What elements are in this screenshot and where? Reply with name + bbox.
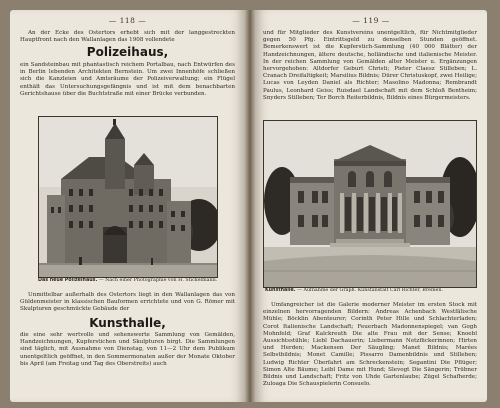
right-paragraph-2-text: Umfangreicher ist die Galerie moderner Meister im ersten Stock mit einzelnen hervorragenden Bildern: Andreas Achenbach Westfälische Mühle; Böcklin Abenteurer; Corinth Peter Hille und Schlachterladen; Corot Italienische Landschaft; Feuerbach Madonnenspiegel; van Gogh Mohnfeld; Graf Kalckreuth Die alte Frau mit der Sense; Knoebl Aussichtsstühle; Liebl Dachauerin; Liebermann Netzflickerinnen; Hirten und Herden; Mackensen Der Säugling; Manet Bildnis; Marées Selbstbildnis; Monet Camille; Pissarro Damenbildnis und Stilleben; Ludwig Richter Überfahrt am Schreckenstein; Segantini Die Pflüger; Simon Alte Bäume; Leibl Dame mit Hund; Slevogt Die Sängerin; Trübner Bildnis und Landschaft; Fritz von Uhde Gartenlaube; Zügel Schafherde; Zuloaga Die Schauspielerin Consuelo. — [263, 302, 477, 388]
right-paragraph-1 — [263, 30, 477, 102]
left-page — [10, 10, 245, 402]
book-gutter — [245, 10, 255, 402]
heading-kunsthalle: Kunsthalle, — [89, 316, 166, 330]
right-paragraph-2 — [263, 302, 477, 388]
polizeihaus-caption-credit: — Nach einer Photographie von H. Stickelmann. — [98, 278, 218, 283]
polizeihaus-caption — [38, 278, 228, 284]
left-paragraph-4 — [20, 332, 235, 368]
kunsthalle-caption-credit: — Aufnahme der Graph. Kunstanstalt Carl Richter, Bremen. — [297, 288, 443, 293]
polizeihaus-illustration — [39, 117, 217, 277]
kunsthalle-illustration — [264, 121, 476, 287]
left-page-number: — 118 — — [108, 16, 147, 25]
left-paragraph-2 — [20, 62, 235, 98]
right-paragraph-1-text: und für Mitglieder des Kunstvereins unentgeltlich, für Nichtmitglieder gegen 50 Pfg. Eintrittsgeld zu denselben Stunden geöffnet. Bemerkenswert ist die Kupferstich-Sammlung (40 000 Blätter) der Handzeichnungen, ältere deutsche, holländische und italienische Meister. In der reichen Sammlung von Gemälden alter Meister u. Ergänzungen hervorgehoben: Altdorfer Geburt Christi; Pieter Claesz Stilleben; L. Cranach Dreifaltigkeit; Marsilius Bildnis; Dürer Christuskopf, zwei Heilige; Lucas von Leyden Daniel als Richter; Masolino Madonna; Rembrandt Paulus, Leonhard Geiss; Ruisdael Landschaft mit dem Schloß Bentheim; Snyders Stilleben; Ter Borch Reiterbildnis, Bildnis eines Bürgermeisters. — [263, 30, 477, 101]
heading-polizeihaus: Polizeihaus, — [86, 45, 169, 59]
kunsthalle-caption — [265, 288, 479, 294]
left-paragraph-1-text: An der Ecke des Ostertors erhebt sich mit der langgestreckten Hauptfront nach den Wallanlagen das 1908 vollendete — [20, 30, 235, 44]
left-paragraph-3-text: Unmittelbar außerhalb des Ostertors liegt in den Wallanlagen das von Güldenmeister in klassischen Bauformen errichtete und von G. Römer mit Skulpturen geschmückte Gebäude der — [20, 292, 235, 313]
kunsthalle-photo — [263, 120, 477, 288]
left-paragraph-1 — [20, 30, 235, 44]
left-paragraph-4-text: die eine sehr wertvolle und sehenswerte Sammlung von Gemälden, Handzeichnungen, Kupferstichen und Skulpturen birgt. Die Sammlungen sind täglich, mit Ausnahme von Dienstag, von 11—2 Uhr dem Publikum unentgeltlich geöffnet, in den Sommermonaten außer der Monate Oktober bis April (am Freitag und Tag des Oberstreits) auch — [20, 332, 235, 367]
right-page-number: — 119 — — [352, 16, 390, 25]
polizeihaus-photo — [38, 116, 218, 278]
right-page — [255, 10, 487, 402]
left-paragraph-2-text: ein Sandsteinbau mit phantastisch reichem Portalbau, nach Entwürfen des in Berlin lebenden Architekten Bernstein. Um zwei Innenhöfe schließen sich die Kanzleien und Amtsräume der Polizeiverwaltung; ein Flügel enthält das Untersuchungsgefängnis und ist mit dem benachbarten Gerichtshause über die Buchtstraße mit einer Brücke verbunden. — [20, 62, 235, 97]
polizeihaus-caption-title: Das neue Polizeihaus. — [38, 278, 98, 283]
kunsthalle-caption-title: Kunsthalle. — [265, 288, 296, 293]
left-paragraph-3 — [20, 292, 235, 314]
